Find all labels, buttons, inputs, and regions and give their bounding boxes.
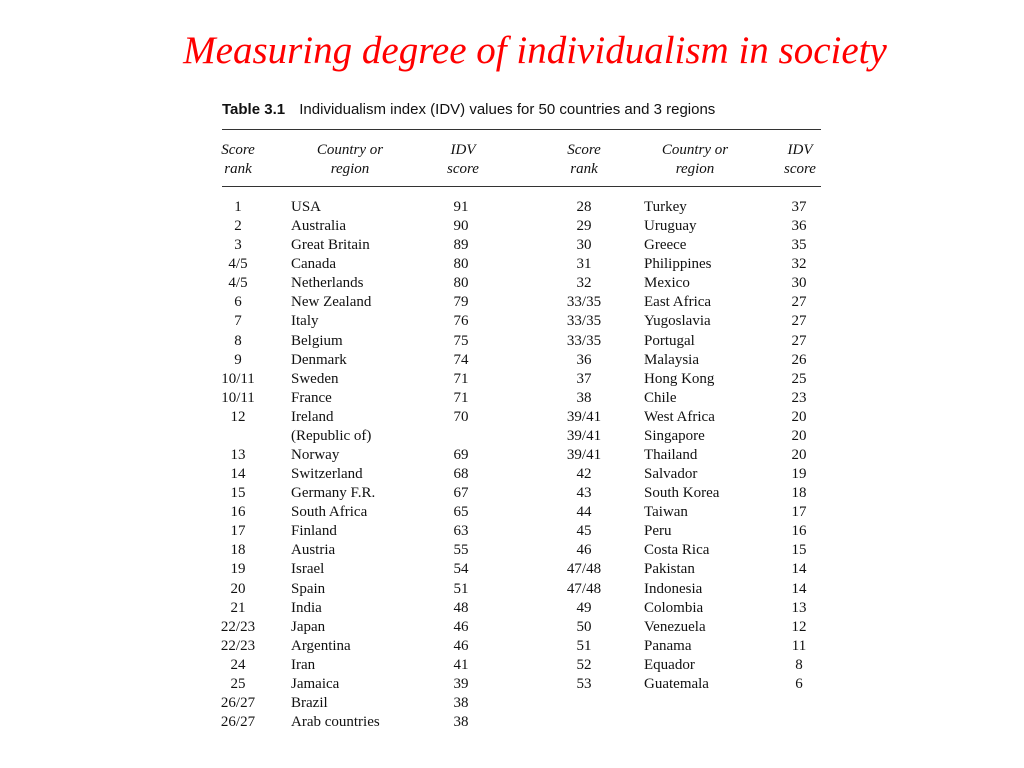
country-cell: Brazil (291, 695, 328, 712)
country-cell: Israel (291, 561, 325, 578)
header-country-right: Country or region (661, 142, 729, 177)
header-country-left: Country or region (316, 142, 384, 177)
score-rank-cell: 10/11 (221, 389, 255, 406)
idv-score-cell: 68 (453, 466, 469, 483)
idv-score-cell: 26 (791, 351, 807, 368)
idv-score-cell: 13 (791, 599, 807, 616)
idv-score-cell: 6 (795, 675, 803, 692)
country-cell: Belgium (291, 332, 343, 349)
score-rank-cell: 9 (234, 351, 242, 368)
idv-score-cell: 63 (453, 523, 469, 540)
idv-score-cell: 80 (453, 275, 469, 292)
score-rank-cell: 33/35 (566, 294, 602, 311)
country-cell: Venezuela (644, 618, 706, 635)
country-cell: (Republic of) (291, 427, 372, 444)
idv-score-cell: 37 (791, 199, 807, 215)
header-idv-score-left: IDV score (447, 142, 479, 177)
idv-score-cell: 38 (453, 714, 469, 731)
idv-score-cell: 89 (453, 237, 469, 254)
score-rank-cell: 6 (234, 294, 242, 311)
idv-score-cell: 14 (791, 561, 807, 578)
idv-score-cell: 65 (453, 504, 469, 521)
country-cell: Peru (644, 523, 672, 540)
score-rank-cell: 19 (230, 561, 246, 578)
score-rank-cell: 10/11 (221, 370, 255, 387)
country-cell: Yugoslavia (644, 313, 711, 330)
country-cell: Pakistan (644, 561, 695, 578)
score-rank-cell: 26/27 (220, 695, 256, 712)
country-cell: Spain (291, 580, 326, 597)
slide-title: Measuring degree of individualism in society (183, 29, 887, 72)
idv-score-cell: 36 (791, 218, 807, 235)
idv-score-cell: 30 (791, 275, 807, 292)
idv-score-cell: 69 (453, 447, 469, 464)
country-cell: Arab countries (291, 714, 380, 731)
score-rank-cell: 32 (576, 275, 592, 292)
idv-score-cell: 90 (453, 218, 469, 235)
country-cell: Netherlands (291, 275, 364, 292)
score-rank-cell: 47/48 (566, 561, 602, 578)
idv-score-cell: 67 (453, 485, 469, 502)
score-rank-cell: 28 (576, 199, 592, 215)
score-rank-cell: 14 (230, 466, 246, 483)
score-rank-cell: 24 (230, 656, 246, 673)
idv-score-cell: 32 (791, 256, 807, 273)
idv-score-cell: 20 (791, 408, 807, 425)
idv-score-cell: 20 (791, 447, 807, 464)
country-cell: Equador (644, 656, 695, 673)
country-cell: France (291, 389, 332, 406)
idv-score-cell: 71 (453, 389, 469, 406)
idv-score-cell: 70 (453, 408, 469, 425)
header-score-rank-right: Score rank (567, 142, 601, 177)
country-cell: Argentina (291, 637, 351, 654)
table-number: Table 3.1 (222, 101, 286, 118)
country-cell: Germany F.R. (291, 485, 376, 502)
country-cell: Iran (291, 656, 316, 673)
country-cell: Costa Rica (644, 542, 710, 559)
score-rank-cell: 15 (230, 485, 246, 502)
score-rank-cell: 13 (230, 447, 246, 464)
country-cell: Mexico (644, 275, 690, 292)
idv-score-cell: 48 (453, 599, 469, 616)
country-cell: Canada (291, 256, 336, 273)
score-rank-cell: 42 (576, 466, 592, 483)
score-rank-cell: 21 (230, 599, 246, 616)
score-rank-cell: 2 (234, 218, 242, 235)
idv-score-cell: 91 (453, 199, 469, 215)
score-rank-cell: 43 (576, 485, 592, 502)
score-rank-cell: 53 (576, 675, 592, 692)
score-rank-cell: 17 (230, 523, 246, 540)
score-rank-cell: 39/41 (566, 447, 602, 464)
idv-score-cell: 55 (453, 542, 469, 559)
idv-score-cell: 27 (791, 332, 807, 349)
score-rank-cell: 22/23 (220, 637, 256, 654)
country-cell: Italy (291, 313, 319, 330)
score-rank-cell: 4/5 (228, 256, 248, 273)
score-rank-cell: 50 (576, 618, 592, 635)
table-header-rule (222, 186, 821, 187)
score-rank-cell: 1 (234, 199, 242, 215)
table-caption-text: Individualism index (IDV) values for 50 countries and 3 regions (299, 101, 716, 118)
score-rank-cell: 26/27 (220, 714, 256, 731)
country-cell: Colombia (644, 599, 704, 616)
score-rank-cell: 25 (230, 675, 246, 692)
country-cell: Sweden (291, 370, 339, 387)
country-cell: Panama (644, 637, 692, 654)
country-cell: Australia (291, 218, 346, 235)
idv-score-cell: 12 (791, 618, 807, 635)
country-cell: Turkey (644, 199, 687, 215)
score-rank-cell: 51 (576, 637, 592, 654)
score-rank-cell: 37 (576, 370, 592, 387)
score-rank-cell: 20 (230, 580, 246, 597)
country-cell: East Africa (644, 294, 712, 311)
score-rank-cell: 29 (576, 218, 592, 235)
country-cell: Portugal (644, 332, 695, 349)
score-rank-cell: 33/35 (566, 332, 602, 349)
score-rank-cell: 30 (576, 237, 592, 254)
score-rank-cell: 3 (234, 237, 242, 254)
score-rank-cell: 22/23 (220, 618, 256, 635)
country-cell: Thailand (644, 447, 698, 464)
country-cell: Taiwan (644, 504, 688, 521)
header-score-rank-left: Score rank (221, 142, 255, 177)
idv-score-cell: 17 (791, 504, 807, 521)
country-cell: Singapore (644, 427, 705, 444)
score-rank-cell: 16 (230, 504, 246, 521)
score-rank-cell: 12 (230, 408, 246, 425)
country-cell: West Africa (644, 408, 715, 425)
idv-score-cell: 74 (453, 351, 469, 368)
score-rank-cell: 39/41 (566, 427, 602, 444)
idv-score-cell: 75 (453, 332, 469, 349)
table-top-rule (222, 129, 821, 130)
score-rank-cell: 4/5 (228, 275, 248, 292)
country-cell: India (291, 599, 322, 616)
idv-score-cell: 15 (791, 542, 807, 559)
score-rank-cell: 36 (576, 351, 592, 368)
idv-score-cell: 19 (791, 466, 807, 483)
score-rank-cell: 18 (230, 542, 246, 559)
score-rank-cell: 39/41 (566, 408, 602, 425)
score-rank-cell: 33/35 (566, 313, 602, 330)
country-cell: Finland (291, 523, 337, 540)
country-cell: Uruguay (644, 218, 697, 235)
score-rank-cell: 38 (576, 389, 592, 406)
score-rank-cell: 31 (576, 256, 592, 273)
idv-score-cell: 71 (453, 370, 469, 387)
idv-score-cell: 14 (791, 580, 807, 597)
idv-score-cell: 25 (791, 370, 807, 387)
idv-score-cell: 76 (453, 313, 469, 330)
score-rank-cell: 45 (576, 523, 592, 540)
score-rank-cell: 47/48 (566, 580, 602, 597)
country-cell: Philippines (644, 256, 712, 273)
idv-score-cell: 54 (453, 561, 469, 578)
idv-score-cell: 41 (453, 656, 469, 673)
score-rank-cell: 8 (234, 332, 242, 349)
country-cell: Denmark (291, 351, 347, 368)
country-cell: Guatemala (644, 675, 709, 692)
country-cell: USA (291, 199, 322, 215)
idv-score-cell: 16 (791, 523, 807, 540)
score-rank-cell: 7 (234, 313, 242, 330)
score-rank-cell: 44 (576, 504, 592, 521)
country-cell: Switzerland (291, 466, 363, 483)
idv-score-cell: 80 (453, 256, 469, 273)
idv-score-cell: 8 (795, 656, 803, 673)
idv-score-cell: 35 (791, 237, 807, 254)
country-cell: Japan (291, 618, 326, 635)
country-cell: South Africa (291, 504, 368, 521)
country-cell: Jamaica (291, 675, 340, 692)
idv-score-cell: 18 (791, 485, 807, 502)
country-cell: Malaysia (644, 351, 699, 368)
idv-score-cell: 79 (453, 294, 469, 311)
idv-score-cell: 46 (453, 618, 469, 635)
country-cell: South Korea (644, 485, 720, 502)
idv-score-cell: 20 (791, 427, 807, 444)
country-cell: Hong Kong (644, 370, 715, 387)
idv-score-cell: 38 (453, 695, 469, 712)
country-cell: Austria (291, 542, 336, 559)
table-caption (222, 101, 822, 118)
country-cell: New Zealand (291, 294, 372, 311)
country-cell: Norway (291, 447, 340, 464)
idv-score-cell: 27 (791, 294, 807, 311)
score-rank-cell: 46 (576, 542, 592, 559)
score-rank-cell: 49 (576, 599, 592, 616)
idv-score-cell: 46 (453, 637, 469, 654)
header-idv-score-right: IDV score (784, 142, 816, 177)
country-cell: Greece (644, 237, 687, 254)
country-cell: Chile (644, 389, 677, 406)
idv-score-cell: 23 (791, 389, 807, 406)
idv-score-cell: 27 (791, 313, 807, 330)
country-cell: Great Britain (291, 237, 370, 254)
score-rank-cell: 52 (576, 656, 592, 673)
country-cell: Indonesia (644, 580, 703, 597)
country-cell: Salvador (644, 466, 698, 483)
idv-score-cell: 11 (791, 637, 807, 654)
idv-score-cell: 51 (453, 580, 469, 597)
idv-score-cell: 39 (453, 675, 469, 692)
country-cell: Ireland (291, 408, 334, 425)
